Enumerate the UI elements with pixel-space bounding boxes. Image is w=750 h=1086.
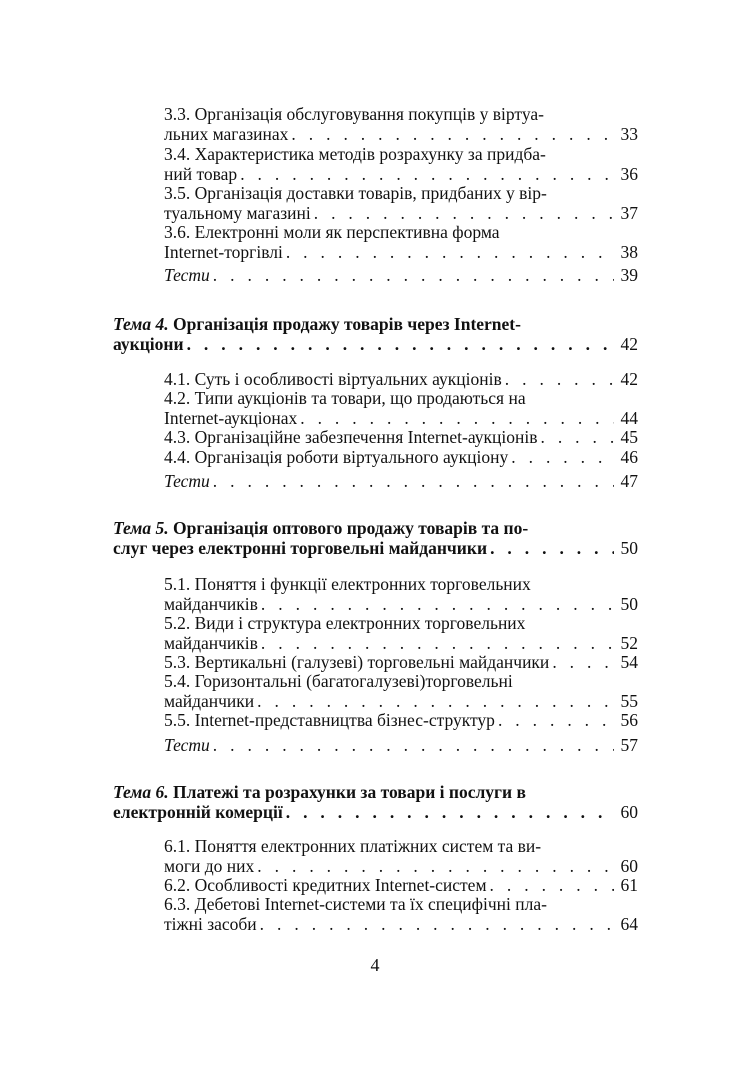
entry-title-line1: 3.4. Характеристика методів розрахунку за придба- <box>164 144 546 164</box>
page-number: 60 <box>620 802 638 822</box>
topic-title-line2: аукціони <box>113 334 184 354</box>
entry-title-line1: 3.3. Організація обслуговування покупців у віртуа- <box>164 104 544 124</box>
dot-leader <box>210 265 614 285</box>
entry-title-line2: майданчиків <box>164 633 258 653</box>
dot-leader <box>210 471 614 491</box>
dot-leader <box>549 652 614 672</box>
page-number-footer: 4 <box>370 955 380 975</box>
entry-title-line2: майданчики <box>164 691 255 711</box>
page-number: 52 <box>620 633 638 653</box>
toc-entry-3-6 <box>164 222 638 262</box>
page-number: 47 <box>620 471 638 491</box>
toc-entry-6-1 <box>164 836 638 876</box>
dot-leader <box>297 408 614 428</box>
toc-entry-3-4 <box>164 144 638 184</box>
entry-title-line2: майданчиків <box>164 594 258 614</box>
page-number: 33 <box>620 124 638 144</box>
entry-title-line1: 5.2. Види і структура електронних торговельних <box>164 613 526 633</box>
page-number: 37 <box>620 203 638 223</box>
dot-leader <box>502 369 614 389</box>
page-number: 54 <box>620 652 638 672</box>
page-number: 50 <box>620 538 638 558</box>
toc-entry-tests-4 <box>164 471 638 491</box>
toc-entry-6-3 <box>164 894 638 934</box>
entry-title: 5.5. Internet-представництва бізнес-структур <box>164 710 495 730</box>
topic-title-line1: Платежі та розрахунки за товари і послуги в <box>173 782 526 802</box>
page-number: 44 <box>620 408 638 428</box>
toc-entry-4-4 <box>164 447 638 467</box>
page-number: 56 <box>620 710 638 730</box>
toc-entry-4-1 <box>164 369 638 389</box>
entry-title-line1: 6.3. Дебетові Internet-системи та їх специфічні пла- <box>164 894 547 914</box>
entry-title-line2: Internet-аукціонах <box>164 408 298 428</box>
dot-leader <box>487 538 614 558</box>
toc-entry-4-2 <box>164 388 638 428</box>
entry-title: 4.3. Організаційне забезпечення Internet-аукціонів <box>164 427 538 447</box>
topic-title-line2: електронній комерції <box>113 802 283 822</box>
page-number: 39 <box>620 265 638 285</box>
entry-title-line1: 6.1. Поняття електронних платіжних систем та ви- <box>164 836 542 856</box>
entry-title-line2: тіжні засоби <box>164 914 257 934</box>
toc-entry-tests-3 <box>164 265 638 285</box>
dot-leader <box>283 802 614 822</box>
toc-topic-5 <box>113 518 638 558</box>
entry-title: Тести <box>164 265 210 285</box>
topic-title-line1: Організація продажу товарів через Internet- <box>173 314 521 334</box>
toc-entry-3-3 <box>164 104 638 144</box>
entry-title: Тести <box>164 735 210 755</box>
page-number: 45 <box>620 427 638 447</box>
page-number: 61 <box>620 875 638 895</box>
toc-topic-4 <box>113 314 638 354</box>
entry-title-line1: 5.4. Горизонтальні (багатогалузеві)торговельні <box>164 671 513 691</box>
page-number: 60 <box>620 856 638 876</box>
page-number: 57 <box>620 735 638 755</box>
dot-leader <box>311 203 614 223</box>
entry-title-line1: 3.6. Електронні моли як перспективна форма <box>164 222 500 242</box>
page-number: 42 <box>620 334 638 354</box>
toc-entry-tests-5 <box>164 735 638 755</box>
dot-leader <box>288 124 614 144</box>
entry-title: Тести <box>164 471 210 491</box>
entry-title-line2: моги до них <box>164 856 255 876</box>
dot-leader <box>508 447 614 467</box>
toc-entry-5-3 <box>164 652 638 672</box>
entry-title-line2: льних магазинах <box>164 124 289 144</box>
entry-title-line1: 3.5. Організація доставки товарів, придбаних у вір- <box>164 183 547 203</box>
page-number: 50 <box>620 594 638 614</box>
page-number: 36 <box>620 164 638 184</box>
page-number: 55 <box>620 691 638 711</box>
topic-title-line2: слуг через електронні торговельні майданчики <box>113 538 488 558</box>
page-number: 38 <box>620 242 638 262</box>
entry-title: 5.3. Вертикальні (галузеві) торговельні майданчики <box>164 652 550 672</box>
dot-leader <box>495 710 614 730</box>
topic-label: Тема 4. <box>113 314 169 334</box>
entry-title: 4.4. Організація роботи віртуального аукціону <box>164 447 509 467</box>
toc-entry-5-5 <box>164 710 638 730</box>
dot-leader <box>258 594 614 614</box>
topic-label: Тема 5. <box>113 518 169 538</box>
page-number: 46 <box>620 447 638 467</box>
page-number: 64 <box>620 914 638 934</box>
toc-entry-5-4 <box>164 671 638 711</box>
dot-leader <box>487 875 614 895</box>
dot-leader <box>184 334 614 354</box>
dot-leader <box>258 633 614 653</box>
topic-label: Тема 6. <box>113 782 169 802</box>
toc-entry-6-2 <box>164 875 638 895</box>
dot-leader <box>210 735 614 755</box>
dot-leader <box>254 691 614 711</box>
topic-title-line1: Організація оптового продажу товарів та по- <box>173 518 529 538</box>
entry-title-line2: туальному магазині <box>164 203 311 223</box>
entry-title-line1: 5.1. Поняття і функції електронних торговельних <box>164 574 531 594</box>
page-number: 42 <box>620 369 638 389</box>
dot-leader <box>537 427 614 447</box>
entry-title-line2: Internet-торгівлі <box>164 242 283 262</box>
toc-entry-4-3 <box>164 427 638 447</box>
toc-entry-3-5 <box>164 183 638 223</box>
dot-leader <box>283 242 614 262</box>
toc-topic-6 <box>113 782 638 822</box>
entry-title: 4.1. Суть і особливості віртуальних аукціонів <box>164 369 502 389</box>
dot-leader <box>254 856 614 876</box>
toc-entry-5-1 <box>164 574 638 614</box>
entry-title: 6.2. Особливості кредитних Internet-систем <box>164 875 487 895</box>
dot-leader <box>237 164 614 184</box>
dot-leader <box>257 914 614 934</box>
toc-entry-5-2 <box>164 613 638 653</box>
entry-title-line1: 4.2. Типи аукціонів та товари, що продаються на <box>164 388 526 408</box>
entry-title-line2: ний товар <box>164 164 238 184</box>
